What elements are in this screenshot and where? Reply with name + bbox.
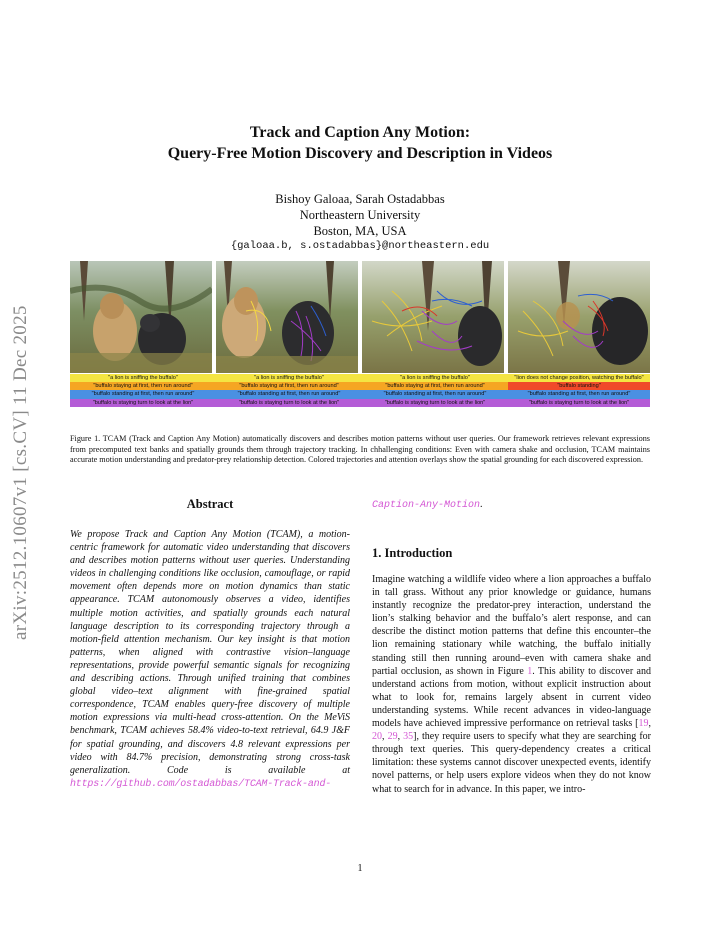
page-number: 1 — [357, 863, 363, 874]
code-link-tail[interactable]: Caption-Any-Motion — [372, 500, 481, 511]
expression-label: "buffalo standing at first, then run around" — [362, 390, 508, 398]
title-line-1: Track and Caption Any Motion: — [249, 124, 471, 141]
author-block — [0, 191, 720, 239]
expression-row — [70, 374, 650, 382]
location: Boston, MA, USA — [313, 224, 407, 238]
expression-label: "buffalo staying at first, then run around" — [362, 382, 508, 390]
teaser-figure — [70, 261, 650, 413]
intro-text-2: . This ability to discover and understand actions from motion, without explicit instruction about what to look for, remains largely absent in current video understanding systems. While recent advances in video-language models have achieved impressive performance on retrieval tasks [ — [372, 665, 651, 730]
video-frame-4 — [508, 261, 650, 373]
author-email: {galoaa.b, s.ostadabbas}@northeastern.edu — [230, 240, 490, 252]
abstract-text: We propose Track and Caption Any Motion (TCAM), a motion-centric framework for automatic video understanding that discovers and describes motion patterns without user queries. Understanding videos in challenging conditions like occlusion, camouflage, or rapid movement often depends more on motion dynamics than static appearance. TCAM autonomously observes a video, identifies multiple motion activities, and spatially grounds each natural language description to its corresponding trajectory through a motion-field attention mechanism. Our key insight is that motion patterns, when aligned with contrastive vision–language representations, provide powerful semantic signals for recognizing and describing actions. Through unified training that combines global video–text alignment with fine-grained spatial correspondence, TCAM enables query-free discovery of multiple motion expressions via multi-head cross-attention. On the MeViS benchmark, TCAM achieves 58.4% video-to-text retrieval, 64.9 J&F for spatial grounding, and discovers 4.8 relevant expressions per video with 84.7% precision, demonstrating strong cross-task generalization. Code is available at — [70, 529, 350, 776]
code-link[interactable]: https://github.com/ostadabbas/TCAM-Track-and- — [70, 778, 332, 790]
expression-label: "buffalo standing" — [508, 382, 650, 390]
arxiv-stamp: arXiv:2512.10607v1 [cs.CV] 11 Dec 2025 — [10, 305, 31, 640]
affiliation: Northeastern University — [299, 208, 421, 222]
sep: , — [648, 718, 651, 730]
expression-row — [70, 390, 650, 398]
video-frame-1 — [70, 261, 212, 373]
abstract-heading: Abstract — [186, 497, 234, 511]
intro-text-1: Imagine watching a wildlife video where a lion approaches a buffalo in tall grass. Without any prior knowledge or guidance, humans instantly recognize the predator-prey interaction, understand the lion’s stalking behavior and the buffalo’s alert response, and can describe the distinct motion patterns that define this encounter–the lion remaining stationary while watching, the buffalo initially standing still then running around–even with camera shake and partial occlusion, as shown in Figure — [372, 574, 651, 677]
figure-ref-link[interactable]: 1 — [527, 665, 533, 677]
expression-label: "buffalo standing at first, then run around" — [216, 390, 362, 398]
expression-label: "buffalo is staying turn to look at the lion" — [70, 399, 216, 407]
expression-label: "buffalo is staying turn to look at the lion" — [216, 399, 362, 407]
paper-title — [0, 122, 720, 164]
expression-bars — [70, 374, 650, 407]
citation-link[interactable]: 35 — [403, 731, 414, 743]
expression-label: "buffalo standing at first, then run around" — [70, 390, 216, 398]
author-names: Bishoy Galoaa, Sarah Ostadabbas — [275, 192, 445, 206]
sep: , — [382, 731, 388, 743]
sep: , — [397, 731, 404, 743]
intro-text-3: ], they require users to specify what they are searching for through text queries. This query-dependency creates a critical limitation: these systems cannot discover unexpected events, identify novel patterns, or help users explore videos when they do not know what to search for in advance. In this paper, we intro- — [372, 731, 652, 795]
expression-label: "buffalo standing at first, then run around" — [508, 390, 650, 398]
expression-row — [70, 399, 650, 407]
period: . — [480, 499, 483, 510]
citation-link[interactable]: 20 — [372, 731, 382, 743]
expression-row — [70, 382, 650, 390]
video-frame-3 — [362, 261, 504, 373]
section-heading: 1. Introduction — [372, 546, 453, 560]
expression-label: "a lion is sniffing the buffalo" — [362, 374, 508, 382]
intro-paragraph — [372, 573, 651, 796]
expression-label: "buffalo staying at first, then run around" — [216, 382, 362, 390]
expression-label: "buffalo is staying turn to look at the lion" — [508, 399, 650, 407]
title-line-2: Query-Free Motion Discovery and Description in Videos — [167, 145, 553, 162]
expression-label: "a lion is sniffing the buffalo" — [70, 374, 216, 382]
figure-caption: Figure 1. TCAM (Track and Caption Any Motion) automatically discovers and describes motion patterns without user queries. Our framework retrieves relevant expressions from precomputed text banks and spatially grounds them through trajectory tracking. In chhallenging conditions: Even with camera shake and occlusion, TCAM maintains accurate motion understanding and predator-prey relationship detection. Colored trajectories and attention overlays show the spatial grounding for each discovered expression. — [70, 434, 650, 465]
code-link-continuation — [372, 499, 651, 511]
citation-link[interactable]: 29 — [387, 731, 398, 743]
expression-label: "lion does not change position, watching the buffalo" — [508, 374, 650, 382]
citation-link[interactable]: 19 — [638, 718, 649, 730]
video-frame-2 — [216, 261, 358, 373]
expression-label: "buffalo staying at first, then run around" — [70, 382, 216, 390]
expression-label: "a lion is sniffing the buffalo" — [216, 374, 362, 382]
abstract-body — [70, 528, 350, 791]
expression-label: "buffalo is staying turn to look at the lion" — [362, 399, 508, 407]
